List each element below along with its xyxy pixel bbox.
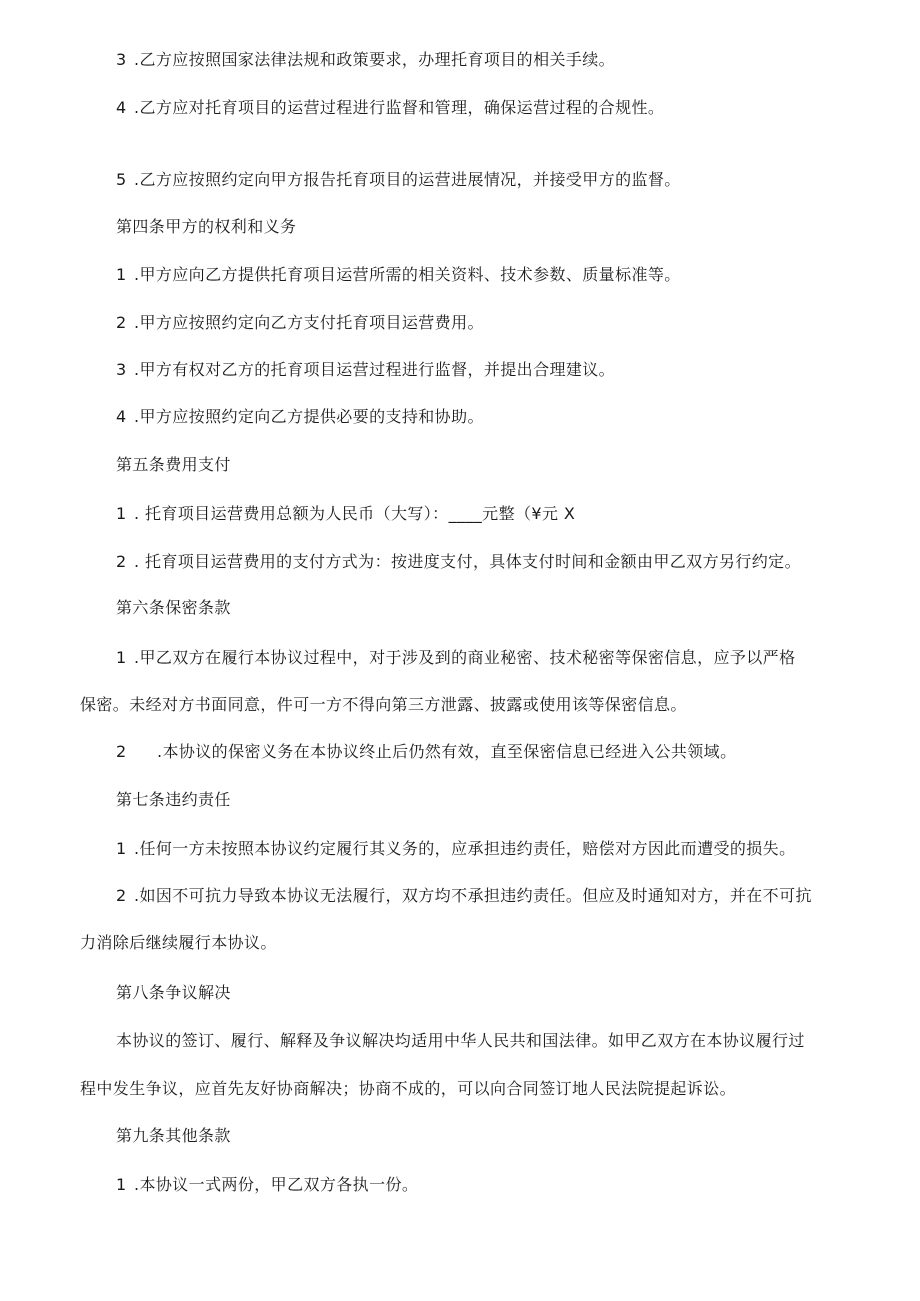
item-text: .如因不可抗力导致本协议无法履行，双方均不承担违约责任。但应及时通知对方，并在不可抗	[134, 886, 812, 905]
item-text: .甲乙双方在履行本协议过程中，对于涉及到的商业秘密、技术秘密等保密信息，应予以严格	[134, 648, 796, 667]
item-text-continued: 力消除后继续履行本协议。	[80, 933, 277, 952]
item-number: 4	[116, 407, 127, 426]
item-text: .甲方应按照约定向乙方提供必要的支持和协助。	[134, 407, 484, 426]
paragraph-text-continued: 程中发生争议，应首先友好协商解决；协商不成的，可以向合同签订地人民法院提起诉讼。	[80, 1079, 737, 1098]
item-number: 1	[116, 648, 127, 667]
item-text: .任何一方未按照本协议约定履行其义务的，应承担违约责任，赔偿对方因此而遭受的损失。	[134, 839, 796, 858]
item-number: 4	[116, 98, 127, 117]
item-text: .乙方应按照国家法律法规和政策要求，办理托育项目的相关手续。	[134, 50, 616, 69]
item-number: 3	[116, 50, 127, 69]
item-number: 2	[116, 552, 127, 571]
item-number: 1	[116, 265, 127, 284]
paragraph-text: 本协议的签订、履行、解释及争议解决均适用中华人民共和国法律。如甲乙双方在本协议履行过	[116, 1031, 805, 1050]
item-number: 1	[116, 1175, 127, 1194]
section-heading: 第四条甲方的权利和义务	[116, 217, 297, 236]
item-text: .甲方应向乙方提供托育项目运营所需的相关资料、技术参数、质量标准等。	[134, 265, 681, 284]
item-number: 1	[116, 504, 127, 523]
section-heading: 第九条其他条款	[116, 1126, 231, 1145]
item-number: 5	[116, 170, 127, 189]
item-text: . 托育项目运营费用的支付方式为：按进度支付，具体支付时间和金额由甲乙双方另行约定。	[134, 552, 801, 571]
section-heading: 第五条费用支付	[116, 455, 231, 474]
item-text: . 托育项目运营费用总额为人民币（大写）：____元整（¥元 X	[134, 504, 576, 523]
item-number: 3	[116, 360, 127, 379]
item-number: 2	[116, 886, 127, 905]
section-heading: 第六条保密条款	[116, 598, 231, 617]
item-text: .乙方应对托育项目的运营过程进行监督和管理，确保运营过程的合规性。	[134, 98, 665, 117]
item-text: .本协议的保密义务在本协议终止后仍然有效，直至保密信息已经进入公共领域。	[157, 742, 737, 761]
item-number: 2	[116, 742, 127, 761]
section-heading: 第八条争议解决	[116, 983, 231, 1002]
section-heading: 第七条违约责任	[116, 790, 231, 809]
item-number: 2	[116, 313, 127, 332]
item-text: .本协议一式两份，甲乙双方各执一份。	[134, 1175, 419, 1194]
item-number: 1	[116, 839, 127, 858]
item-text: .甲方有权对乙方的托育项目运营过程进行监督，并提出合理建议。	[134, 360, 616, 379]
item-text: .乙方应按照约定向甲方报告托育项目的运营进展情况，并接受甲方的监督。	[134, 170, 681, 189]
item-text: .甲方应按照约定向乙方支付托育项目运营费用。	[134, 313, 484, 332]
item-text-continued: 保密。未经对方书面同意，件可一方不得向第三方泄露、披露或使用该等保密信息。	[80, 695, 687, 714]
